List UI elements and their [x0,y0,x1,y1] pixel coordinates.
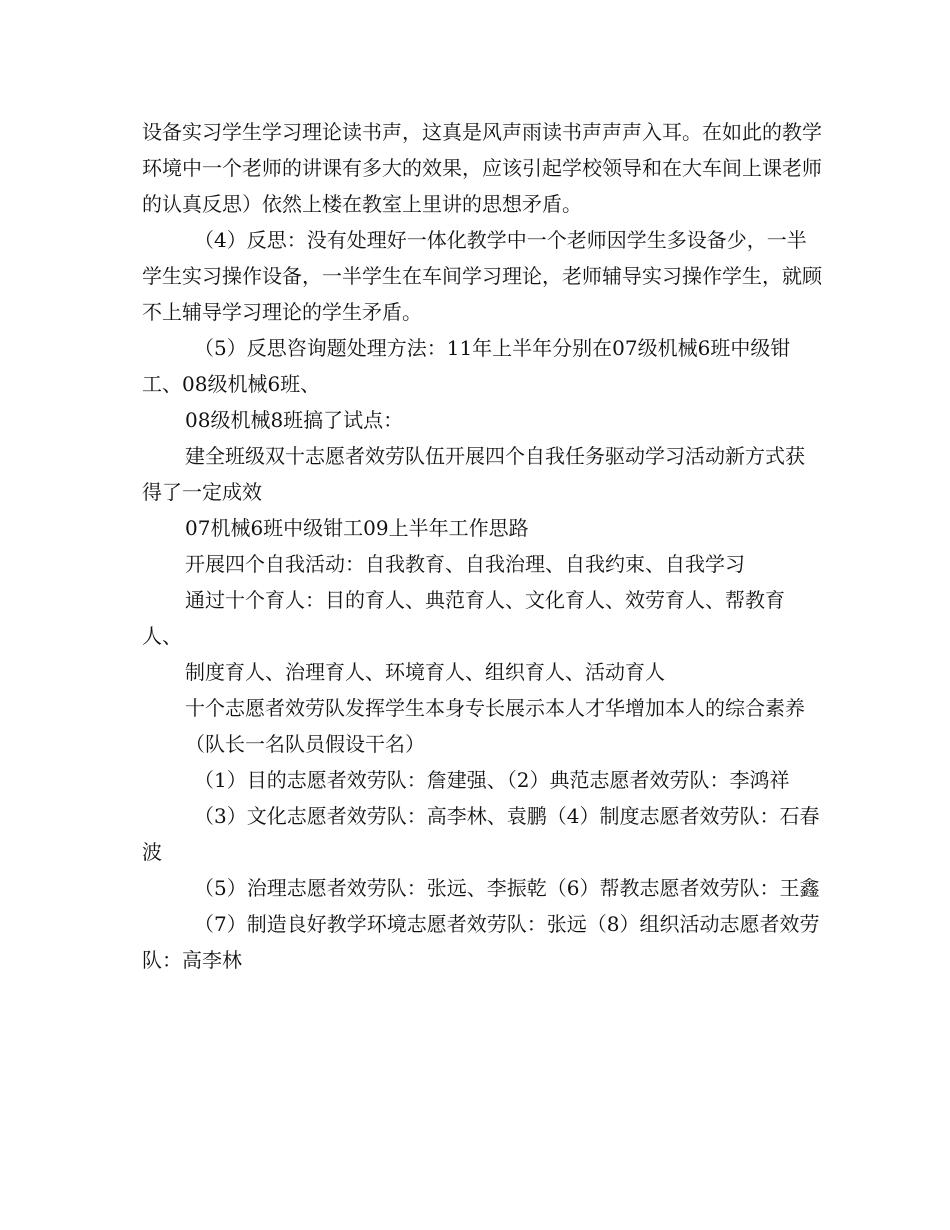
paragraph-work-plan-title: 07机械6班中级钳工09上半年工作思路 [185,516,529,540]
paragraph-ten-education-b: 制度育人、治理育人、环境育人、组织育人、活动育人 [185,660,665,684]
paragraph-ten-education-a: 通过十个育人：目的育人、典范育人、文化育人、效劳育人、帮教育人、 [142,588,785,648]
paragraph-volunteer-team-results: 建全班级双十志愿者效劳队伍开展四个自我任务驱动学习活动新方式获得了一定成效 [142,444,805,504]
paragraph-team-3-4: （3）文化志愿者效劳队：高李林、袁鹏（4）制度志愿者效劳队：石春波 [142,804,820,864]
paragraph-ten-volunteer-teams: 十个志愿者效劳队发挥学生本身专长展示本人才华增加本人的综合素养 [185,696,805,720]
document-body [142,114,822,978]
paragraph-continuation: 设备实习学生学习理论读书声，这真是风声雨读书声声声入耳。在如此的教学环境中一个老师的讲课有多大的效果，应该引起学校领导和在大车间上课老师的认真反思）依然上楼在教室上里讲的思想矛盾。 [142,120,822,216]
paragraph-reflection-4: （4）反思：没有处理好一体化教学中一个老师因学生多设备少，一半学生实习操作设备，一半学生在车间学习理论，老师辅导实习操作学生，就顾不上辅导学习理论的学生矛盾。 [142,228,822,324]
paragraph-team-7-8: （7）制造良好教学环境志愿者效劳队：张远（8）组织活动志愿者效劳队：高李林 [142,912,820,972]
paragraph-four-self-activities: 开展四个自我活动：自我教育、自我治理、自我约束、自我学习 [185,552,745,576]
paragraph-pilot-class: 08级机械8班搞了试点： [185,408,404,432]
paragraph-team-1-2: （1）目的志愿者效劳队：詹建强、（2）典范志愿者效劳队：李鸿祥 [194,768,790,792]
paragraph-team-composition: （队长一名队员假设干名） [185,732,425,756]
paragraph-team-5-6: （5）治理志愿者效劳队：张远、李振乾（6）帮教志愿者效劳队：王鑫 [194,876,820,900]
paragraph-reflection-5: （5）反思咨询题处理方法：11年上半年分别在07级机械6班中级钳工、08级机械6班、 [142,336,791,396]
